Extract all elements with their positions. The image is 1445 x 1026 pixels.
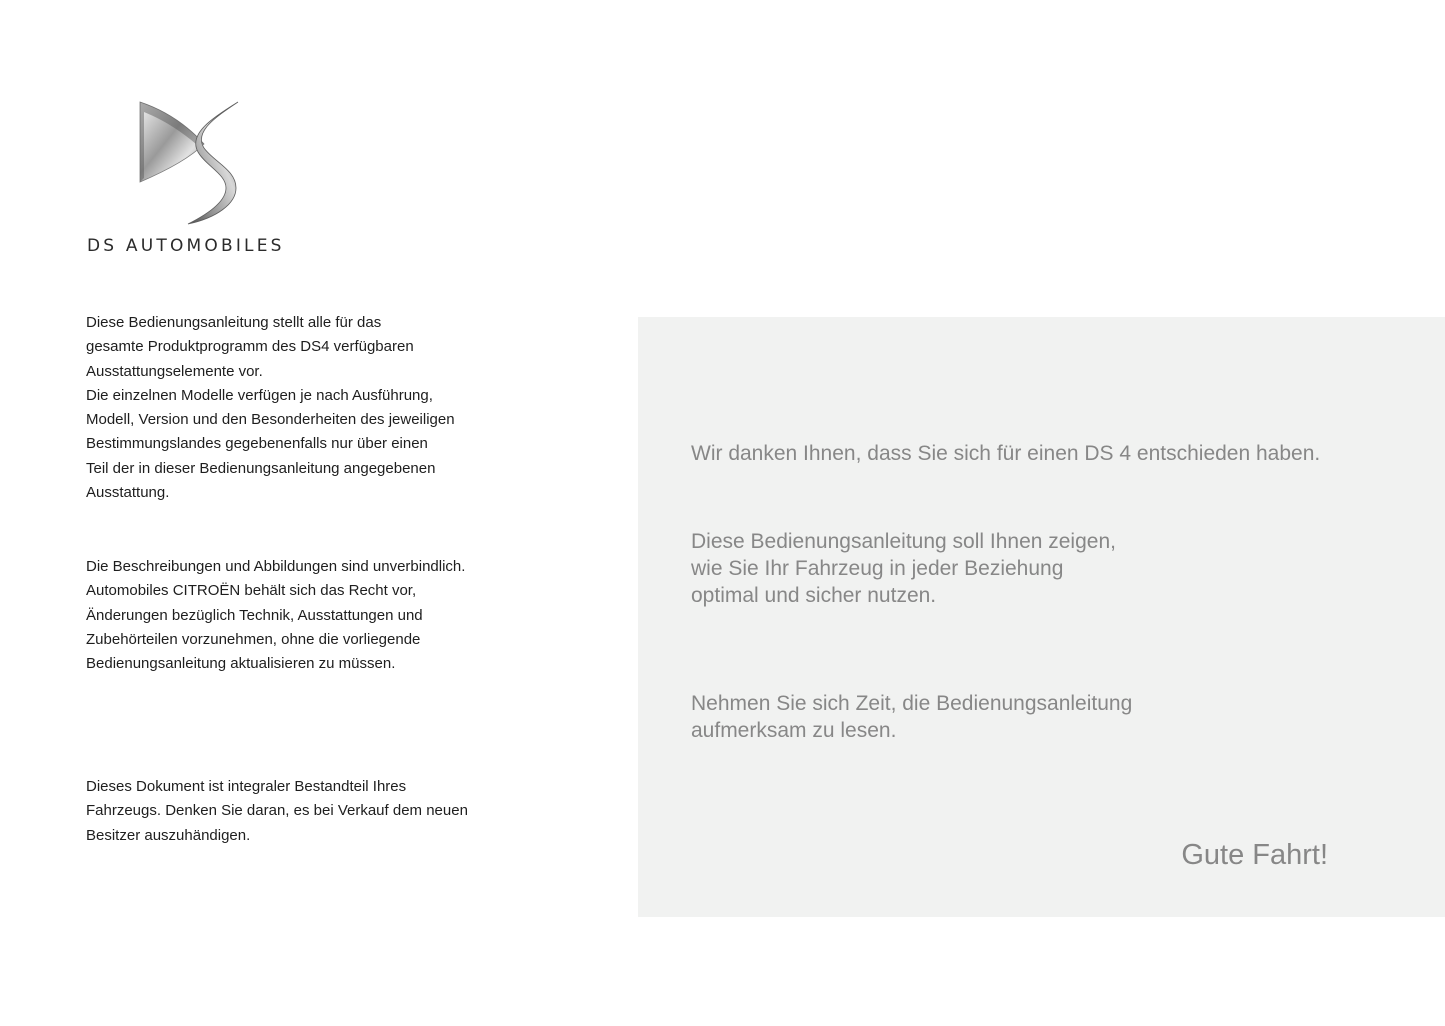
thank-you-text: Wir danken Ihnen, dass Sie sich für einen DS 4 entschieden haben. bbox=[691, 442, 1321, 465]
closing-text: Gute Fahrt! bbox=[1181, 839, 1328, 871]
read-carefully-text: Nehmen Sie sich Zeit, die Bedienungsanleitung aufmerksam zu lesen. bbox=[691, 692, 1133, 742]
disclaimer-paragraph: Die Beschreibungen und Abbildungen sind unverbindlich. Automobiles CITROËN behält sich das Recht vor, Änderungen bezüglich Technik, Ausstattungen und Zubehörteilen vorzunehmen, ohne die vorliegende Bedienungsanleitung aktualisieren zu müssen. bbox=[86, 558, 466, 673]
brand-name: DS AUTOMOBILES bbox=[87, 236, 285, 256]
welcome-panel bbox=[638, 317, 1445, 917]
purpose-text: Diese Bedienungsanleitung soll Ihnen zeigen, wie Sie Ihr Fahrzeug in jeder Beziehung optimal und sicher nutzen. bbox=[691, 530, 1116, 607]
scope-paragraph: Diese Bedienungsanleitung stellt alle für das gesamte Produktprogramm des DS4 verfügbaren Ausstattungselemente vor. Die einzelnen Modelle verfügen je nach Ausführung, Modell, Version und den Besonderheiten des jeweiligen Bestimmungslandes gegebenenfalls nur über einen Teil der in dieser Bedienungsanleitung angegebenen Ausstattung. bbox=[86, 314, 455, 502]
handover-paragraph: Dieses Dokument ist integraler Bestandteil Ihres Fahrzeugs. Denken Sie daran, es bei Verkauf dem neuen Besitzer auszuhändigen. bbox=[86, 778, 468, 844]
ds-logo-icon bbox=[128, 96, 252, 230]
